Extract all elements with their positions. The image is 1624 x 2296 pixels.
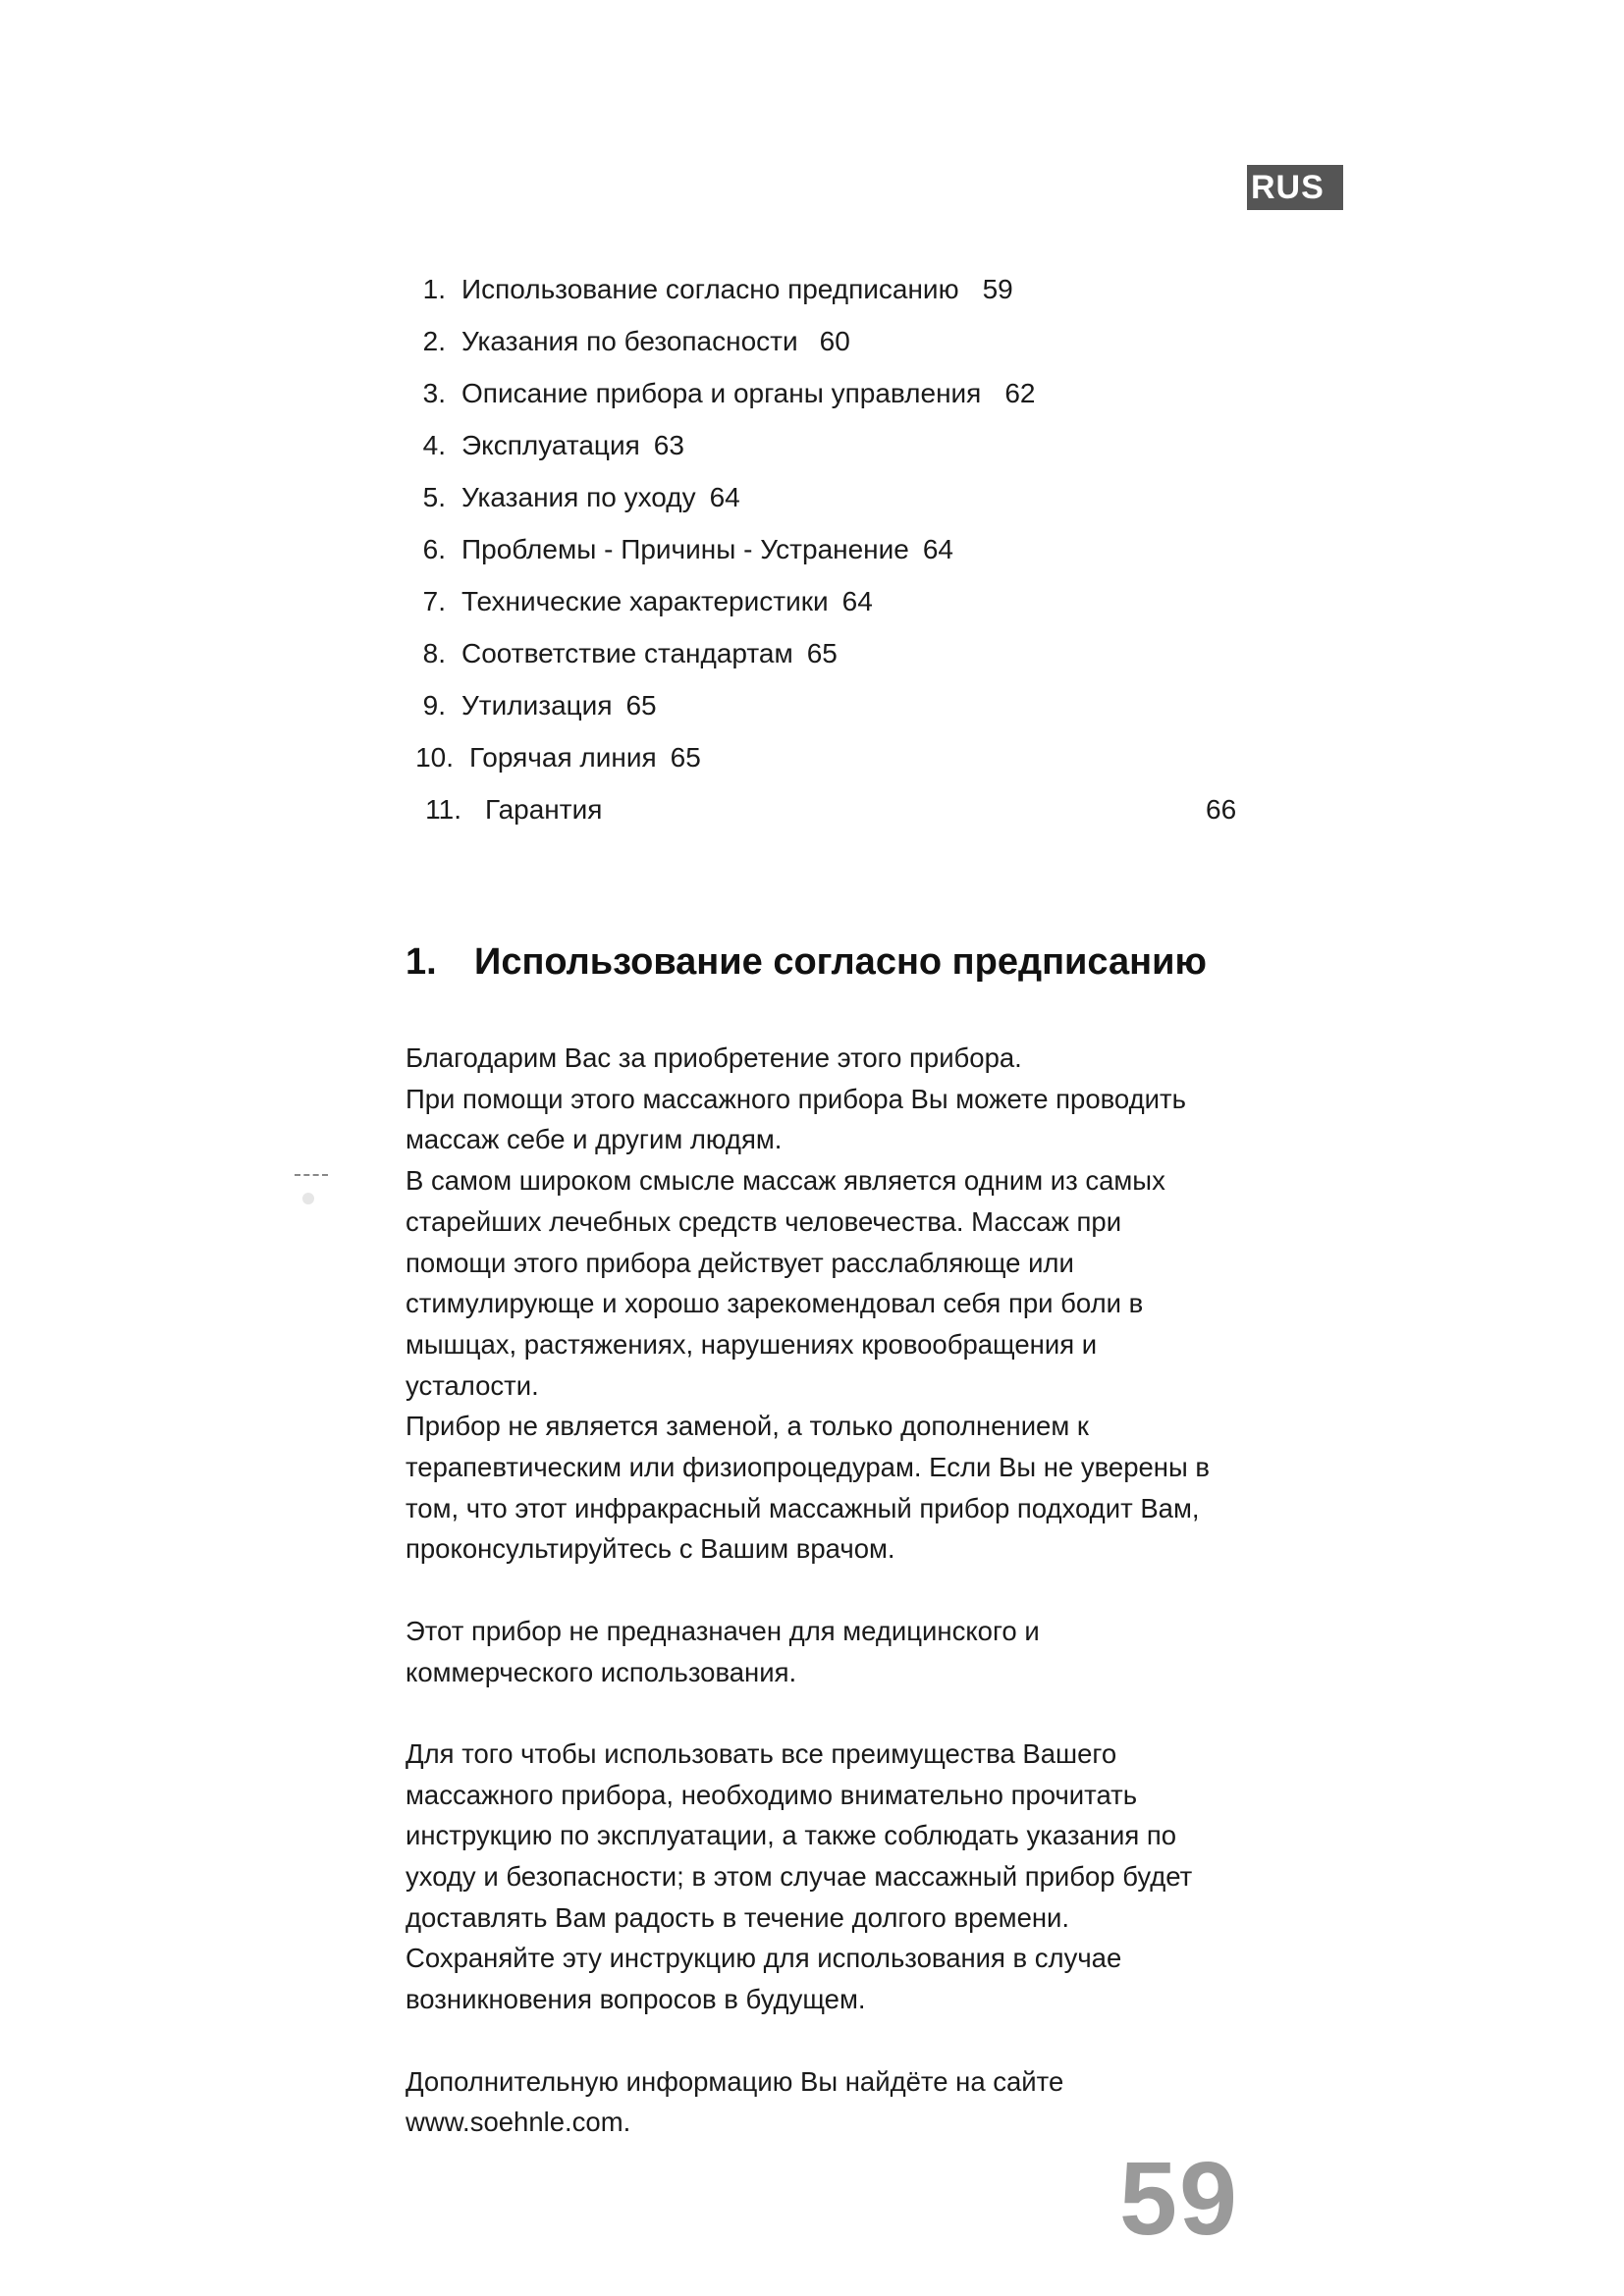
toc-item-page: 59 (982, 274, 1013, 304)
page-number: 59 (1119, 2141, 1239, 2257)
text-line: мышцах, растяжениях, нарушениях кровообращения и (406, 1328, 1098, 1360)
toc-item-page: 62 (1004, 378, 1036, 408)
toc-item-number: 6. (422, 534, 446, 564)
toc-item-page: 65 (625, 690, 657, 721)
text-line: массаж себе и другим людям. (406, 1124, 783, 1155)
text-line: усталости. (406, 1369, 539, 1401)
paragraph-gap (406, 1570, 1250, 1611)
text-line: доставлять Вам радость в течение долгого времени. (406, 1901, 1070, 1933)
toc-item-number: 2. (422, 326, 446, 356)
toc-item-title-text: Указания по безопасности (461, 326, 798, 356)
toc-item-title (461, 582, 873, 621)
section-number: 1. (406, 941, 437, 983)
toc-item-number: 8. (422, 638, 446, 668)
toc-item-number: 10. (415, 742, 454, 773)
text-line: массажного прибора, необходимо внимательно прочитать (406, 1779, 1138, 1810)
language-badge: RUS (1247, 165, 1343, 210)
toc-item-number: 1. (422, 274, 446, 304)
toc-item-title-text: Использование согласно предписанию (461, 274, 959, 304)
text-line: Дополнительную информацию Вы найдёте на сайте (406, 2065, 1064, 2097)
toc-item-page: 60 (819, 326, 850, 356)
toc-item-title-text: Проблемы - Причины - Устранение (461, 534, 909, 564)
paragraph-intro (406, 1038, 1250, 1570)
website-link: www.soehnle.com. (406, 2107, 631, 2138)
text-line: помощи этого прибора действует расслабляюще или (406, 1247, 1074, 1278)
text-line: В самом широком смысле массаж является одним из самых (406, 1165, 1165, 1197)
text-line: стимулирующе и хорошо зарекомендовал себя при боли в (406, 1288, 1144, 1319)
text-line: Этот прибор не предназначен для медицинского и (406, 1615, 1040, 1646)
toc-item-title: Гарантия (485, 794, 603, 825)
body-text (406, 1038, 1250, 2143)
section-title: Использование согласно предписанию (474, 941, 1207, 983)
toc-item-title-text: Соответствие стандартам (461, 638, 793, 668)
toc-item-title (461, 686, 657, 725)
paragraph-more-info (406, 2061, 1250, 2143)
toc-item-number: 5. (422, 482, 446, 512)
toc-item-title (461, 478, 740, 517)
toc-item-title-text: Описание прибора и органы управления (461, 378, 982, 408)
paragraph-gap (406, 2020, 1250, 2061)
toc-item-page: 64 (922, 534, 954, 564)
text-line: Для того чтобы использовать все преимущества Вашего (406, 1737, 1117, 1769)
toc-item-number: 9. (422, 690, 446, 721)
margin-dot (302, 1193, 314, 1204)
text-line: уходу и безопасности; в этом случае массажный прибор будет (406, 1861, 1193, 1893)
toc-item-title (461, 322, 850, 361)
toc-item-title (461, 374, 1036, 413)
text-line: старейших лечебных средств человечества. Массаж при (406, 1205, 1122, 1237)
toc-item-page: 66 (1206, 794, 1237, 825)
toc-item-title-text: Указания по уходу (461, 482, 696, 512)
toc-item-title (461, 426, 684, 465)
text-line: том, что этот инфракрасный массажный прибор подходит Вам, (406, 1492, 1200, 1523)
text-line: терапевтическим или физиопроцедурам. Если Вы не уверены в (406, 1452, 1210, 1483)
text-line: Прибор не является заменой, а только дополнением к (406, 1411, 1089, 1442)
toc-item-page: 63 (653, 430, 684, 460)
toc-item-title-text: Эксплуатация (461, 430, 640, 460)
toc-item-title-text: Горячая линия (469, 742, 657, 773)
toc-item-title-text: Технические характеристики (461, 586, 829, 616)
toc-item-page: 65 (806, 638, 838, 668)
text-line: проконсультируйтесь с Вашим врачом. (406, 1533, 895, 1565)
text-line: коммерческого использования. (406, 1656, 797, 1687)
toc-item-number: 11. (425, 794, 461, 825)
text-line: При помощи этого массажного прибора Вы можете проводить (406, 1083, 1186, 1114)
text-line: возникновения вопросов в будущем. (406, 1984, 866, 2015)
text-line: Сохраняйте эту инструкцию для использования в случае (406, 1943, 1122, 1974)
text-line: инструкцию по эксплуатации, а также соблюдать указания по (406, 1820, 1177, 1851)
section-heading (406, 937, 1207, 987)
toc-item-number: 7. (422, 586, 446, 616)
toc-item-page: 65 (670, 742, 701, 773)
toc-item-page: 64 (841, 586, 873, 616)
toc-item-number: 4. (422, 430, 446, 460)
toc-item-title (461, 270, 1013, 309)
paragraph-instructions (406, 1734, 1250, 2020)
toc-item-title (469, 738, 701, 777)
toc-item-title (461, 530, 953, 569)
paragraph-not-medical (406, 1611, 1250, 1692)
toc-item-title (461, 634, 838, 673)
toc-item-title-text: Утилизация (461, 690, 613, 721)
text-line: Благодарим Вас за приобретение этого прибора. (406, 1042, 1022, 1073)
margin-mark (295, 1174, 328, 1178)
toc-item-number: 3. (422, 378, 446, 408)
paragraph-gap (406, 1692, 1250, 1734)
toc-item-page: 64 (709, 482, 740, 512)
